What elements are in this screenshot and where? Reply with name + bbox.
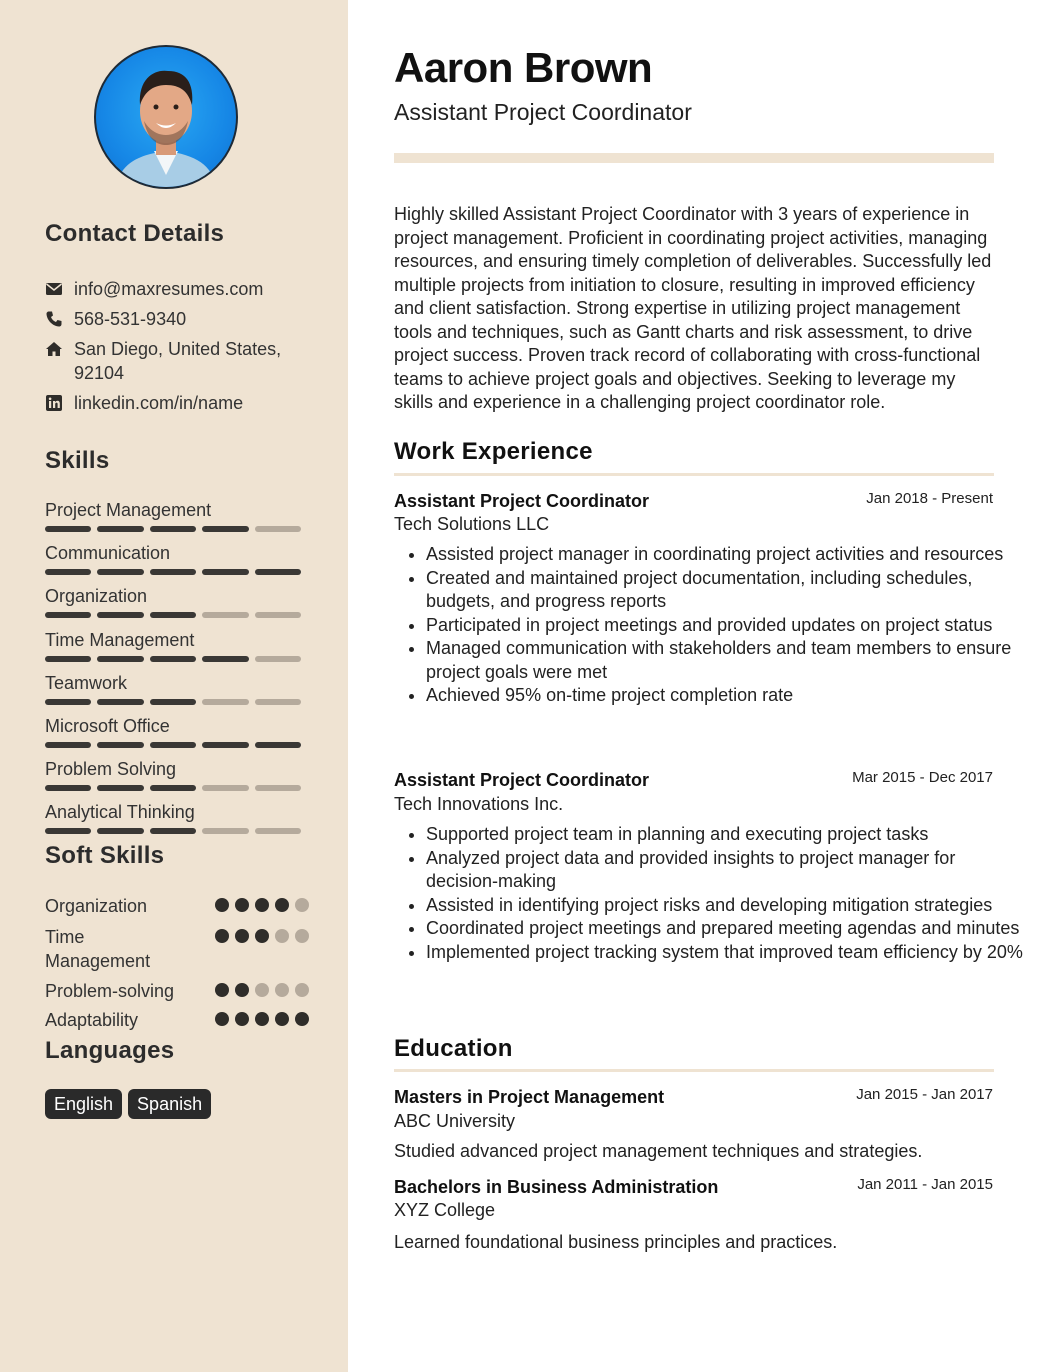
candidate-title: Assistant Project Coordinator — [394, 99, 692, 125]
skill-level-segment — [150, 612, 196, 618]
skill-level-bar — [45, 612, 301, 618]
skill-level-segment — [97, 742, 143, 748]
skill-level-segment — [97, 785, 143, 791]
skill-name: Communication — [45, 543, 171, 564]
job-dates: Mar 2015 - Dec 2017 — [852, 769, 993, 786]
skill-name: Analytical Thinking — [45, 802, 195, 823]
language-badge: Spanish — [128, 1089, 211, 1119]
skill-item — [45, 585, 301, 618]
edu-degree: Bachelors in Business Administration — [394, 1177, 719, 1197]
job-bullet: • Assisted in identifying project risks and developing mitigation strategies — [426, 894, 1026, 918]
avatar — [94, 45, 238, 189]
soft-skill-item — [45, 894, 301, 918]
rating-dot — [275, 983, 289, 997]
summary-text: Highly skilled Assistant Project Coordinator with 3 years of experience in project management. Proficient in coordinating project activities, managing resources, and ensuring timely completion of deliverables. Successfully led multiple projects from initiation to closure, resulting in improved efficiency and client satisfaction. Strong expertise in utilizing project management tools and techniques, such as Gantt charts and risk assessment, to drive project success. Proven track record of collaborating with cross-functional teams to achieve project goals and objectives. Seeking to leverage my skills and experience in a challenging project coordinator role. — [394, 204, 992, 412]
skill-level-segment — [97, 656, 143, 662]
skill-level-segment — [255, 569, 301, 575]
skill-level-segment — [150, 742, 196, 748]
skill-level-segment — [255, 699, 301, 705]
skill-level-segment — [45, 742, 91, 748]
job-bullet: • Created and maintained project documentation, including schedules, budgets, and progress reports — [426, 567, 1026, 614]
skill-level-bar — [45, 526, 301, 532]
contact-linkedin[interactable] — [45, 391, 304, 415]
skill-level-segment — [255, 526, 301, 532]
edu-degree: Masters in Project Management — [394, 1087, 665, 1107]
skill-level-segment — [202, 742, 248, 748]
skill-level-bar — [45, 785, 301, 791]
profile-photo-icon — [96, 47, 236, 187]
skill-level-segment — [202, 656, 248, 662]
rating-dot — [275, 1012, 289, 1026]
skill-level-segment — [255, 612, 301, 618]
skill-item — [45, 801, 301, 834]
edu-description: Learned foundational business principles and practices. — [394, 1232, 838, 1252]
skill-level-segment — [45, 828, 91, 834]
skill-level-segment — [202, 699, 248, 705]
languages-heading: Languages — [45, 1037, 175, 1064]
skill-level-segment — [97, 569, 143, 575]
rating-dot — [295, 983, 309, 997]
rating-dot — [295, 929, 309, 943]
rating-dot — [275, 898, 289, 912]
skill-level-segment — [150, 828, 196, 834]
job-bullet: • Assisted project manager in coordinating project activities and resources — [426, 543, 1026, 567]
candidate-name: Aaron Brown — [394, 44, 653, 91]
rating-dot — [275, 929, 289, 943]
skill-level-bar — [45, 699, 301, 705]
skill-level-segment — [255, 785, 301, 791]
skill-level-segment — [97, 612, 143, 618]
soft-skills-heading: Soft Skills — [45, 842, 165, 869]
soft-skill-item — [45, 979, 301, 1003]
envelope-icon — [45, 280, 63, 298]
email-text: info@maxresumes.com — [74, 279, 264, 299]
language-badge: English — [45, 1089, 122, 1119]
soft-skill-item — [45, 1008, 301, 1032]
skill-level-segment — [255, 742, 301, 748]
skill-item — [45, 758, 301, 791]
skill-name: Teamwork — [45, 672, 128, 693]
edu-school: ABC University — [394, 1111, 516, 1131]
skill-level-segment — [150, 569, 196, 575]
rating-dot — [215, 898, 229, 912]
soft-skill-rating — [215, 983, 309, 997]
job-company: Tech Innovations Inc. — [394, 794, 564, 814]
rating-dot — [235, 929, 249, 943]
contact-phone[interactable] — [45, 307, 304, 331]
skill-level-segment — [45, 699, 91, 705]
job-bullet: • Supported project team in planning and executing project tasks — [426, 823, 1026, 847]
skill-level-segment — [202, 612, 248, 618]
skill-level-segment — [97, 526, 143, 532]
skill-level-segment — [202, 526, 248, 532]
job-bullets — [394, 543, 1026, 708]
skill-level-bar — [45, 569, 301, 575]
skill-level-segment — [97, 828, 143, 834]
home-icon — [45, 340, 63, 358]
edu-school: XYZ College — [394, 1200, 496, 1220]
soft-skill-rating — [215, 1012, 309, 1026]
rating-dot — [255, 898, 269, 912]
skills-heading: Skills — [45, 447, 110, 474]
skill-level-bar — [45, 656, 301, 662]
edu-dates: Jan 2011 - Jan 2015 — [857, 1176, 993, 1193]
rating-dot — [215, 983, 229, 997]
education-heading: Education — [394, 1035, 513, 1062]
rating-dot — [255, 929, 269, 943]
job-bullet: • Achieved 95% on-time project completion rate — [426, 684, 1026, 708]
skill-item — [45, 715, 301, 748]
job-company: Tech Solutions LLC — [394, 514, 550, 534]
sidebar — [0, 0, 348, 1372]
soft-skill-name: Problem-solving — [45, 981, 175, 1001]
skill-level-segment — [255, 828, 301, 834]
soft-skill-name: Adaptability — [45, 1010, 139, 1030]
rating-dot — [295, 1012, 309, 1026]
contact-heading: Contact Details — [45, 220, 225, 247]
rating-dot — [295, 898, 309, 912]
rating-dot — [255, 1012, 269, 1026]
skill-level-segment — [45, 612, 91, 618]
linkedin-text: linkedin.com/in/name — [74, 393, 244, 413]
skill-name: Project Management — [45, 500, 212, 520]
job-bullet: • Participated in project meetings and provided updates on project status — [426, 614, 1026, 638]
skill-level-bar — [45, 742, 301, 748]
edu-dates: Jan 2015 - Jan 2017 — [856, 1086, 993, 1103]
rating-dot — [255, 983, 269, 997]
rating-dot — [215, 929, 229, 943]
soft-skill-item — [45, 925, 301, 973]
skill-item — [45, 672, 301, 705]
job-bullet: • Coordinated project meetings and prepared meeting agendas and minutes — [426, 917, 1026, 941]
job-bullet: • Analyzed project data and provided insights to project manager for decision-making — [426, 847, 1026, 894]
skill-level-bar — [45, 828, 301, 834]
job-title: Assistant Project Coordinator — [394, 770, 650, 790]
phone-text: 568-531-9340 — [74, 309, 187, 329]
skill-level-segment — [97, 699, 143, 705]
skill-name: Organization — [45, 586, 148, 607]
contact-email[interactable] — [45, 277, 304, 301]
skill-level-segment — [45, 656, 91, 662]
job-dates: Jan 2018 - Present — [866, 490, 993, 507]
edu-description: Studied advanced project management techniques and strategies. — [394, 1141, 923, 1161]
header-divider — [394, 153, 994, 163]
skill-level-segment — [45, 569, 91, 575]
experience-divider — [394, 473, 994, 476]
skill-item — [45, 629, 301, 662]
linkedin-icon — [45, 394, 63, 412]
rating-dot — [215, 1012, 229, 1026]
rating-dot — [235, 1012, 249, 1026]
job-title: Assistant Project Coordinator — [394, 491, 650, 511]
skill-level-segment — [150, 656, 196, 662]
soft-skill-rating — [215, 898, 309, 912]
skill-item — [45, 542, 301, 575]
languages-list — [45, 1089, 211, 1119]
skill-name: Problem Solving — [45, 759, 177, 780]
job-bullets — [394, 823, 1026, 964]
skill-level-segment — [202, 828, 248, 834]
skill-level-segment — [202, 785, 248, 791]
skill-level-segment — [45, 526, 91, 532]
skill-name: Microsoft Office — [45, 716, 170, 736]
contact-address — [45, 337, 304, 385]
job-bullet: • Implemented project tracking system that improved team efficiency by 20% — [426, 941, 1026, 965]
skill-level-segment — [150, 785, 196, 791]
phone-icon — [45, 310, 63, 328]
soft-skill-rating — [215, 929, 309, 943]
skill-level-segment — [202, 569, 248, 575]
rating-dot — [235, 898, 249, 912]
skill-level-segment — [150, 526, 196, 532]
skill-name: Time Management — [45, 629, 195, 650]
experience-heading: Work Experience — [394, 438, 593, 465]
rating-dot — [235, 983, 249, 997]
address-text: San Diego, United States, 92104 — [74, 339, 282, 383]
skill-level-segment — [45, 785, 91, 791]
education-divider — [394, 1069, 994, 1072]
skill-level-segment — [255, 656, 301, 662]
soft-skill-name: Time Management — [45, 927, 151, 971]
skill-level-segment — [150, 699, 196, 705]
skill-item — [45, 499, 301, 532]
job-bullet: • Managed communication with stakeholders and team members to ensure project goals were met — [426, 637, 1026, 684]
soft-skill-name: Organization — [45, 896, 148, 916]
